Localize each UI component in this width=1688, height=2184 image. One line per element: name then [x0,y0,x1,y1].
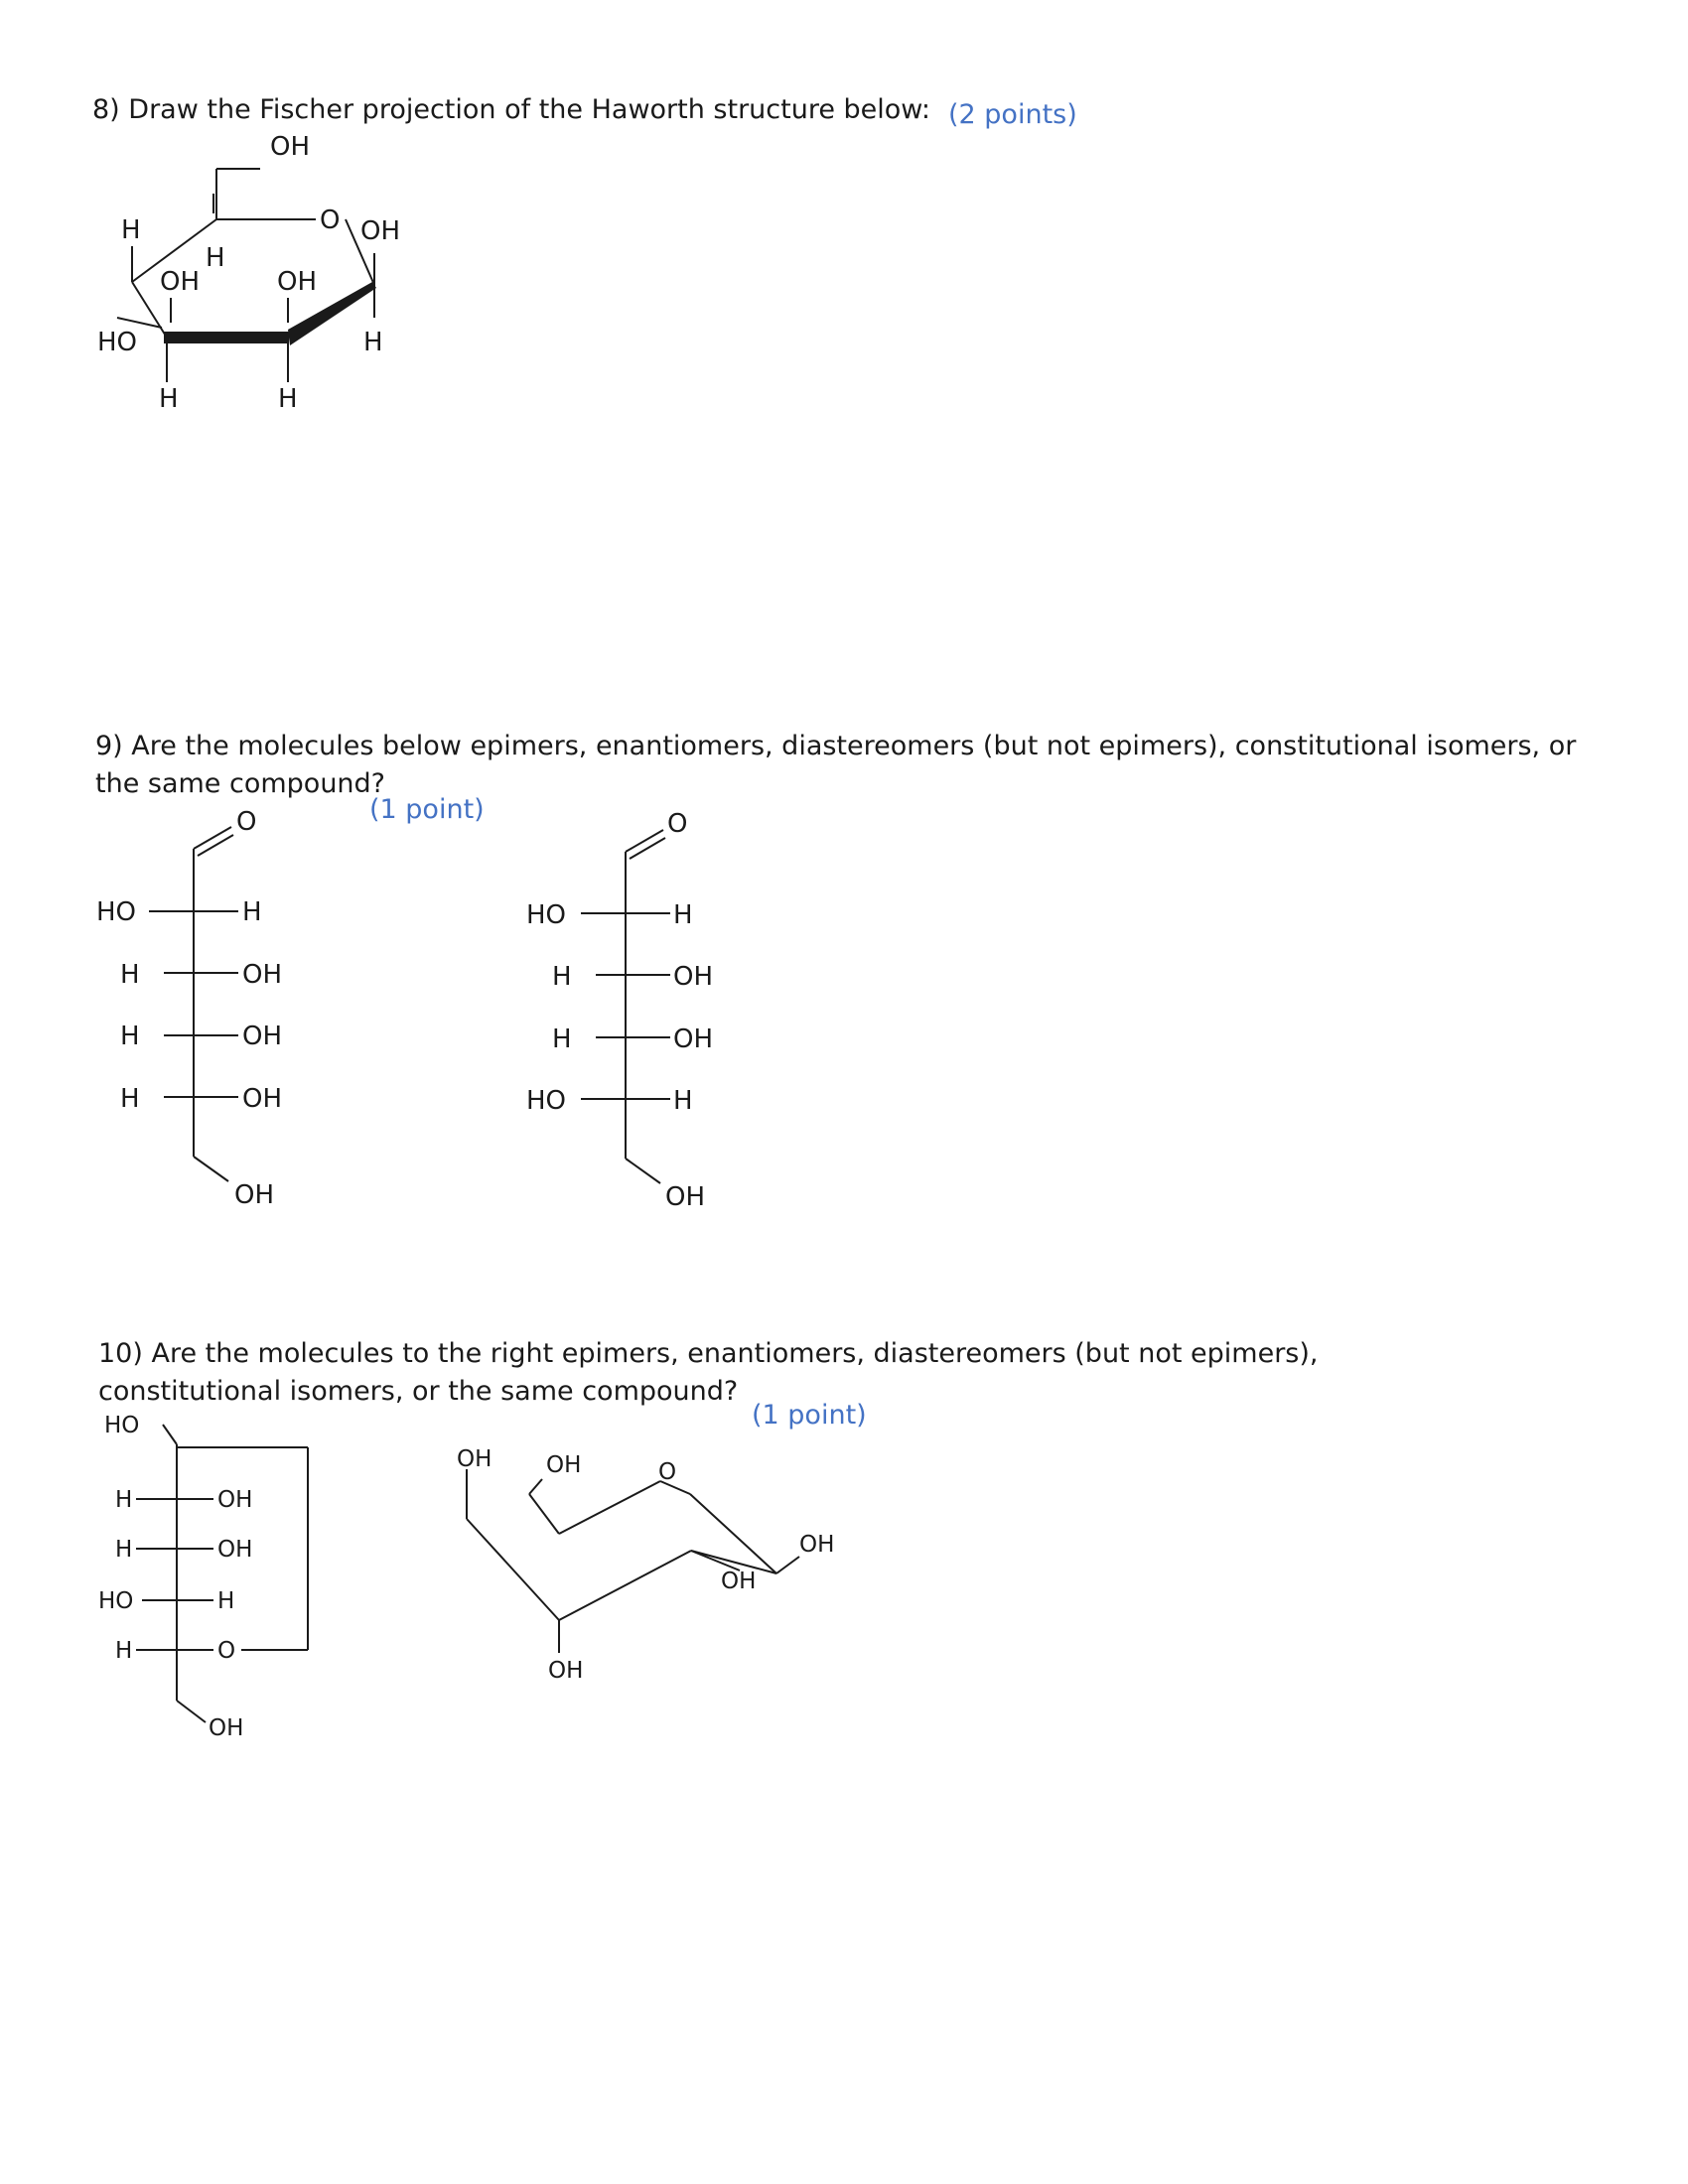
cyclic-right-label: O [217,1638,236,1664]
cyclic-right-label: OH [217,1487,253,1513]
chair-label: OH [548,1658,584,1684]
haworth-label: H [363,328,383,357]
cyclic-right-label: OH [217,1537,253,1563]
fischer-right-label: H [673,900,693,930]
fischer-right-label: H [673,1086,693,1116]
fischer-left-label: H [120,1084,140,1114]
cyclic-left-label: H [115,1487,133,1513]
fischer-right-label: OH [242,1022,283,1051]
haworth-ch2oh-label: OH [270,132,311,162]
question-10-text: 10) Are the molecules to the right epimers, enantiomers, diastereomers (but not epimers), constitutional isomers, or the same compound? [98,1338,1319,1407]
chair-label: OH [457,1446,492,1472]
fischer-right-label: OH [242,1084,283,1114]
haworth-label: H [159,384,179,414]
haworth-label: OH [160,267,201,297]
haworth-label: HO [97,328,138,357]
fischer-right-label: OH [673,962,714,992]
question-9-points: (1 point) [369,794,485,825]
fischer-right-label: OH [673,1024,714,1054]
fischer-right-label: H [242,897,262,927]
fischer-left-label: HO [526,1086,567,1116]
chair-label: OH [721,1569,757,1594]
chair-label: OH [546,1452,582,1478]
fischer-bottom-label: OH [665,1182,706,1212]
haworth-label: OH [277,267,318,297]
question-8-text: 8) Draw the Fischer projection of the Haworth structure below: [92,94,931,125]
haworth-label: H [121,215,141,245]
question-10-points: (1 point) [752,1400,867,1431]
carbonyl-oxygen: O [236,807,257,837]
cyclic-bottom-label: OH [209,1715,244,1741]
fischer-left-label: H [552,962,572,992]
fischer-left-label: H [120,1022,140,1051]
chair-ring-oxygen: O [658,1459,677,1485]
fischer-left-label: H [120,960,140,990]
question-9-text: 9) Are the molecules below epimers, enantiomers, diastereomers (but not epimers), constitutional isomers, or the same compound? [95,731,1577,799]
cyclic-left-label: H [115,1638,133,1664]
question-8-points: (2 points) [948,99,1077,130]
fischer-right-label: OH [242,960,283,990]
haworth-label: OH [360,216,401,246]
carbonyl-oxygen: O [667,809,688,839]
fischer-left-label: HO [96,897,137,927]
fischer-left-label: HO [526,900,567,930]
haworth-ring-oxygen: O [320,205,341,235]
cyclic-left-label: H [115,1537,133,1563]
cyclic-left-label: HO [98,1588,134,1614]
chair-label: OH [799,1532,835,1558]
cyclic-right-label: H [217,1588,235,1614]
fischer-left-label: H [552,1024,572,1054]
fischer-bottom-label: OH [234,1180,275,1210]
cyclic-top-label: HO [104,1413,140,1438]
haworth-label: H [206,243,225,273]
haworth-label: H [278,384,298,414]
